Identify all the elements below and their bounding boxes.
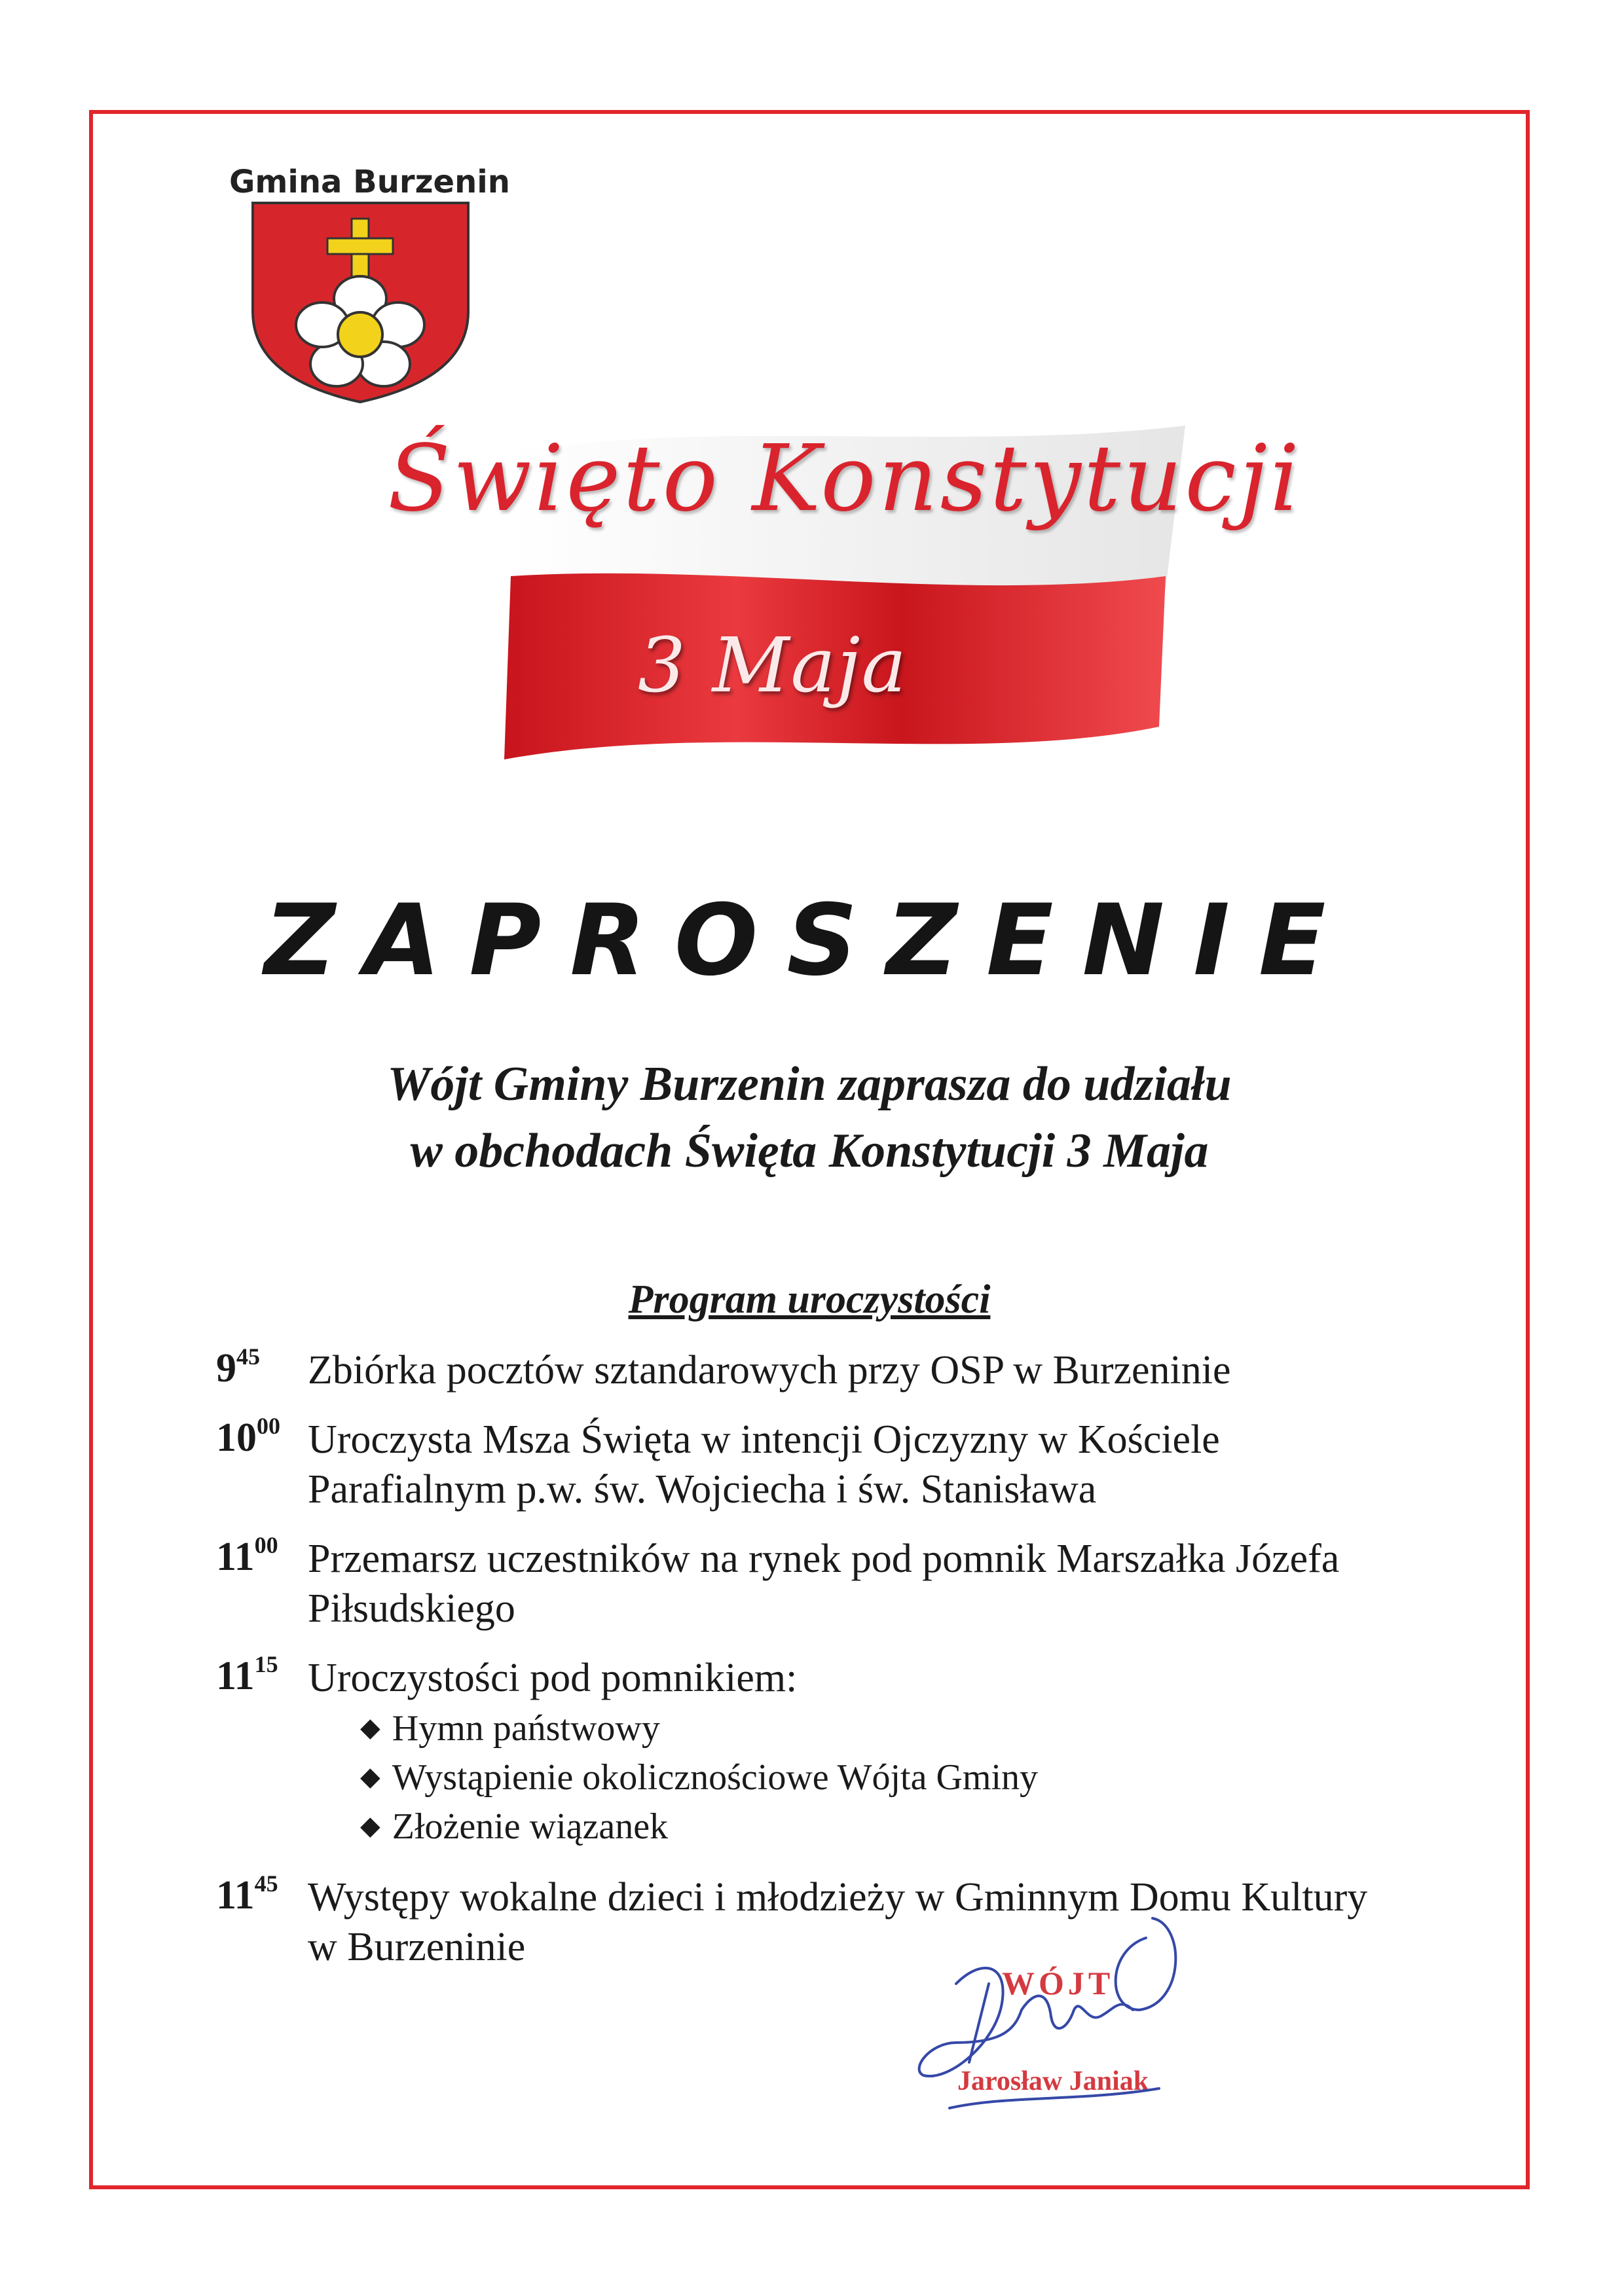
intro-line: Wójt Gminy Burzenin zaprasza do udziału	[387, 1057, 1232, 1111]
program-description: Uroczysta Msza Święta w intencji Ojczyzny w Kościele Parafialnym p.w. św. Wojciecha i św. Stanisława	[308, 1417, 1220, 1512]
diamond-bullet-icon: ◆	[360, 1811, 380, 1840]
program-item	[216, 1534, 1460, 1633]
program-item	[216, 1653, 1460, 1853]
stamp-title: WÓJT	[1002, 1965, 1115, 2001]
list-item: ◆ Złożenie wiązanek	[360, 1806, 669, 1847]
diamond-bullet-icon: ◆	[360, 1713, 380, 1742]
invitation-intro	[89, 1051, 1530, 1184]
program-time: $9^{45}$	[216, 1343, 260, 1391]
banner-title: Święto Konstytucji	[388, 426, 1302, 532]
stamp-name: Jarosław Janiak	[957, 2066, 1149, 2096]
program-item	[216, 1872, 1460, 1972]
program-item	[216, 1415, 1460, 1514]
ceremony-bullet-list	[360, 1705, 1460, 1853]
gmina-label: Gmina Burzenin	[229, 164, 510, 200]
handwritten-signature	[910, 1912, 1198, 2121]
program-description: Występy wokalne dzieci i młodzieży w Gminnym Domu Kultury w Burzeninie	[308, 1875, 1368, 1969]
program-description: Uroczystości pod pomnikiem:	[308, 1656, 798, 1700]
diamond-bullet-icon: ◆	[360, 1762, 380, 1791]
program-list	[216, 1345, 1460, 1992]
program-time: $11^{00}$	[216, 1532, 278, 1579]
program-time: $11^{45}$	[216, 1870, 278, 1918]
intro-line: w obchodach Święta Konstytucji 3 Maja	[410, 1124, 1209, 1178]
list-item: ◆ Wystąpienie okolicznościowe Wójta Gminy	[360, 1757, 1038, 1798]
program-description: Zbiórka pocztów sztandarowych przy OSP w Burzeninie	[308, 1348, 1231, 1393]
program-description: Przemarsz uczestników na rynek pod pomnik Marszałka Józefa Piłsudskiego	[308, 1537, 1340, 1631]
program-item	[216, 1345, 1460, 1395]
program-title: Program uroczystości	[628, 1277, 991, 1322]
invitation-heading: ZAPROSZENIE	[264, 884, 1355, 998]
coat-of-arms-icon	[248, 200, 473, 405]
program-time: $10^{00}$	[216, 1413, 280, 1460]
list-item: ◆ Hymn państwowy	[360, 1708, 660, 1749]
banner-subtitle: 3 Maja	[637, 622, 908, 710]
program-time: $11^{15}$	[216, 1651, 278, 1698]
